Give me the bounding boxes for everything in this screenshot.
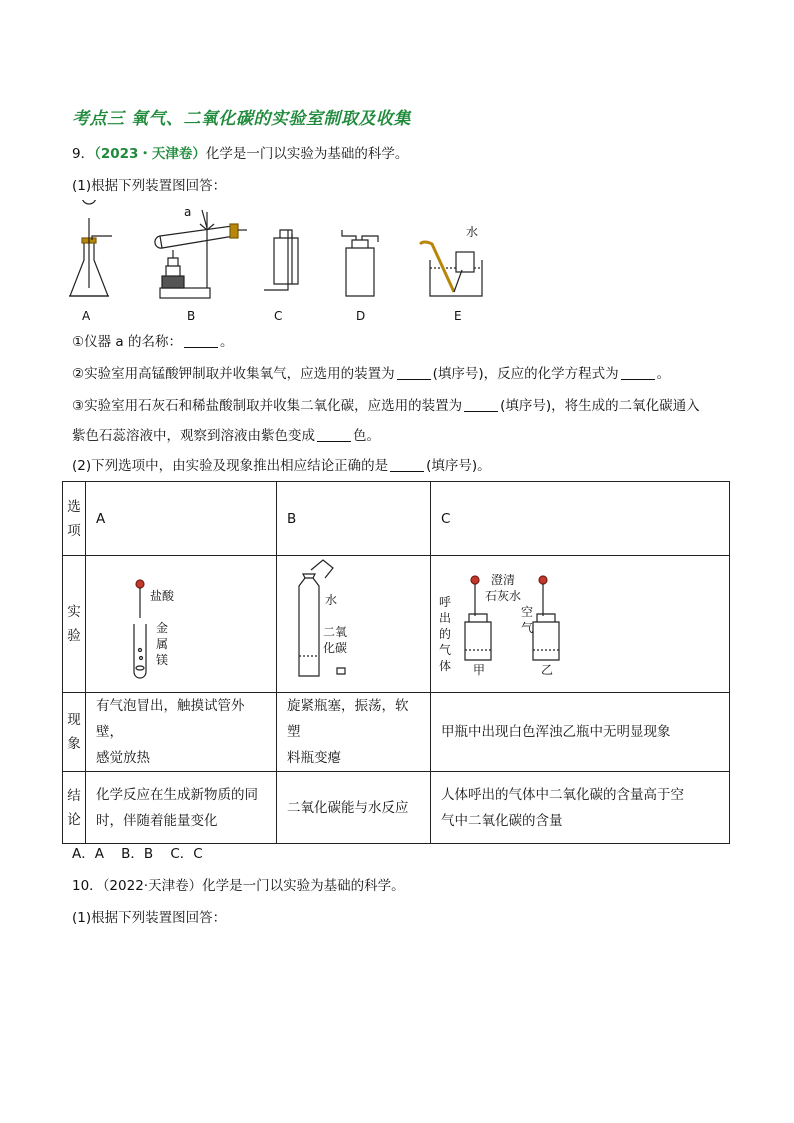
table-row-conclusion xyxy=(63,772,730,844)
part2-text-a: (2)下列选项中，由实验及现象推出相应结论正确的是 xyxy=(72,458,389,474)
answer-blank-5[interactable] xyxy=(317,427,351,442)
row-label-options xyxy=(63,482,86,556)
label-C: C xyxy=(274,309,283,323)
answer-blank-3[interactable] xyxy=(621,365,655,380)
part2-text-b: (填序号)。 xyxy=(426,458,491,474)
experiment-b xyxy=(277,556,431,693)
q10-source: （2022·天津卷） xyxy=(102,878,203,894)
row-label-char: 实 xyxy=(67,604,81,620)
sub1-end: 。 xyxy=(219,334,234,350)
q9-stem: 化学是一门以实验为基础的科学。 xyxy=(205,146,409,162)
label-E: E xyxy=(454,309,462,323)
apparatus-e xyxy=(420,242,482,296)
exp-a-metal-label: 属 xyxy=(156,637,169,651)
section-title: 考点三 氧气、二氧化碳的实验室制取及收集 xyxy=(72,109,411,129)
exp-c-exhaled-label: 出 xyxy=(439,611,452,625)
sub3-end: 色。 xyxy=(353,428,380,444)
q9-choices[interactable]: A．A B．B C．C xyxy=(72,846,203,862)
exp-c-limewater-label: 石灰水 xyxy=(485,589,522,603)
table-row-phenomenon xyxy=(63,693,730,772)
col-header-b: B xyxy=(277,482,431,556)
answer-blank-4[interactable] xyxy=(464,397,498,412)
sub2-text-b: (填序号)，反应的化学方程式为 xyxy=(432,366,619,382)
sub3-text-b: (填序号)，将生成的二氧化碳通入 xyxy=(500,398,700,414)
conclusion-c-line: 气中二氧化碳的含量 xyxy=(441,812,563,829)
q9-header xyxy=(72,144,408,164)
answer-blank-2[interactable] xyxy=(397,365,431,380)
label-D: D xyxy=(356,309,366,323)
row-label-char: 象 xyxy=(67,736,81,752)
q9-sub3 xyxy=(72,396,700,416)
row-label-char: 项 xyxy=(67,522,81,539)
conclusion-c-line: 人体呼出的气体中二氧化碳的含量高于空 xyxy=(441,786,684,803)
row-label-char: 选 xyxy=(67,498,81,515)
row-label-experiment xyxy=(63,556,86,693)
row-label-char: 论 xyxy=(67,811,81,828)
apparatus-a xyxy=(69,200,112,296)
options-table xyxy=(62,481,730,844)
row-label-char: 结 xyxy=(67,787,81,804)
sub3-text-c: 紫色石蕊溶液中，观察到溶液由紫色变成 xyxy=(72,428,315,444)
q9-sub3-cont xyxy=(72,426,380,446)
phenomenon-b xyxy=(277,693,431,772)
answer-blank-1[interactable] xyxy=(184,333,218,348)
sub3-text-a: ③实验室用石灰石和稀盐酸制取并收集二氧化碳，应选用的装置为 xyxy=(72,398,463,414)
phenomenon-a xyxy=(86,693,277,772)
conclusion-a xyxy=(86,772,277,844)
q9-number: 9． xyxy=(72,146,95,162)
conclusion-a-line: 时，伴随着能量变化 xyxy=(96,812,218,829)
answer-blank-6[interactable] xyxy=(390,457,424,472)
conclusion-b: 二氧化碳能与水反应 xyxy=(277,772,431,844)
q9-part2 xyxy=(72,456,491,476)
q9-sub2 xyxy=(72,364,670,384)
q10-stem: 化学是一门以实验为基础的科学。 xyxy=(202,878,405,894)
exp-c-exhaled-label: 的 xyxy=(439,627,452,641)
phenomenon-c: 甲瓶中出现白色浑浊乙瓶中无明显现象 xyxy=(431,693,730,772)
row-label-phenomenon xyxy=(63,693,86,772)
apparatus-c xyxy=(264,230,298,290)
experiment-b-figure xyxy=(277,556,430,688)
row-label-char: 验 xyxy=(67,628,81,644)
conclusion-c xyxy=(431,772,730,844)
experiment-c-figure xyxy=(431,556,709,688)
exp-c-jia-label: 甲 xyxy=(473,663,486,677)
sub1-text: ①仪器 a 的名称： xyxy=(72,334,182,350)
apparatus-d xyxy=(342,230,378,296)
q10-number: 10． xyxy=(72,878,103,894)
sub2-end: 。 xyxy=(656,366,671,382)
label-A: A xyxy=(82,309,91,323)
sub2-text-a: ②实验室用高锰酸钾制取并收集氧气，应选用的装置为 xyxy=(72,366,395,382)
q10-part1: (1)根据下列装置图回答： xyxy=(72,910,227,926)
exp-b-gas-label: 二氧 xyxy=(323,625,348,639)
q9-part1: (1)根据下列装置图回答： xyxy=(72,178,227,194)
label-B: B xyxy=(187,309,196,323)
apparatus-figure xyxy=(62,200,512,326)
q9-sub1 xyxy=(72,332,233,352)
table-row-options xyxy=(63,482,730,556)
exp-c-yi-label: 乙 xyxy=(541,663,554,677)
exp-b-gas-label: 化碳 xyxy=(323,641,348,655)
experiment-a xyxy=(86,556,277,693)
col-header-c: C xyxy=(431,482,730,556)
exp-a-acid-label: 盐酸 xyxy=(150,589,175,603)
conclusion-a-line: 化学反应在生成新物质的同 xyxy=(96,786,258,803)
phenomenon-b-line: 料瓶变瘪 xyxy=(287,750,341,766)
col-header-a: A xyxy=(86,482,277,556)
phenomenon-b-line: 旋紧瓶塞，振荡，软塑 xyxy=(287,698,409,740)
exp-c-air-label: 气 xyxy=(521,621,534,635)
label-water: 水 xyxy=(466,225,479,239)
row-label-conclusion xyxy=(63,772,86,844)
exp-c-exhaled-label: 体 xyxy=(439,659,452,673)
label-a-instrument: a xyxy=(184,205,192,219)
exp-c-air-label: 空 xyxy=(521,605,534,619)
experiment-c xyxy=(431,556,730,693)
exp-c-limewater-label: 澄清 xyxy=(491,573,516,587)
exp-b-water-label: 水 xyxy=(325,593,338,607)
table-row-experiment xyxy=(63,556,730,693)
phenomenon-a-line: 感觉放热 xyxy=(96,750,150,766)
apparatus-b xyxy=(155,210,247,298)
phenomenon-a-line: 有气泡冒出，触摸试管外壁， xyxy=(96,698,245,740)
experiment-a-figure xyxy=(86,556,256,688)
exp-c-exhaled-label: 呼 xyxy=(439,595,452,609)
q10-header xyxy=(72,876,405,896)
exp-a-metal-label: 镁 xyxy=(156,653,169,667)
q9-source: （2023・天津卷） xyxy=(94,146,206,162)
exp-a-metal-label: 金 xyxy=(156,621,169,635)
exp-c-exhaled-label: 气 xyxy=(439,643,452,657)
row-label-char: 现 xyxy=(67,712,81,728)
